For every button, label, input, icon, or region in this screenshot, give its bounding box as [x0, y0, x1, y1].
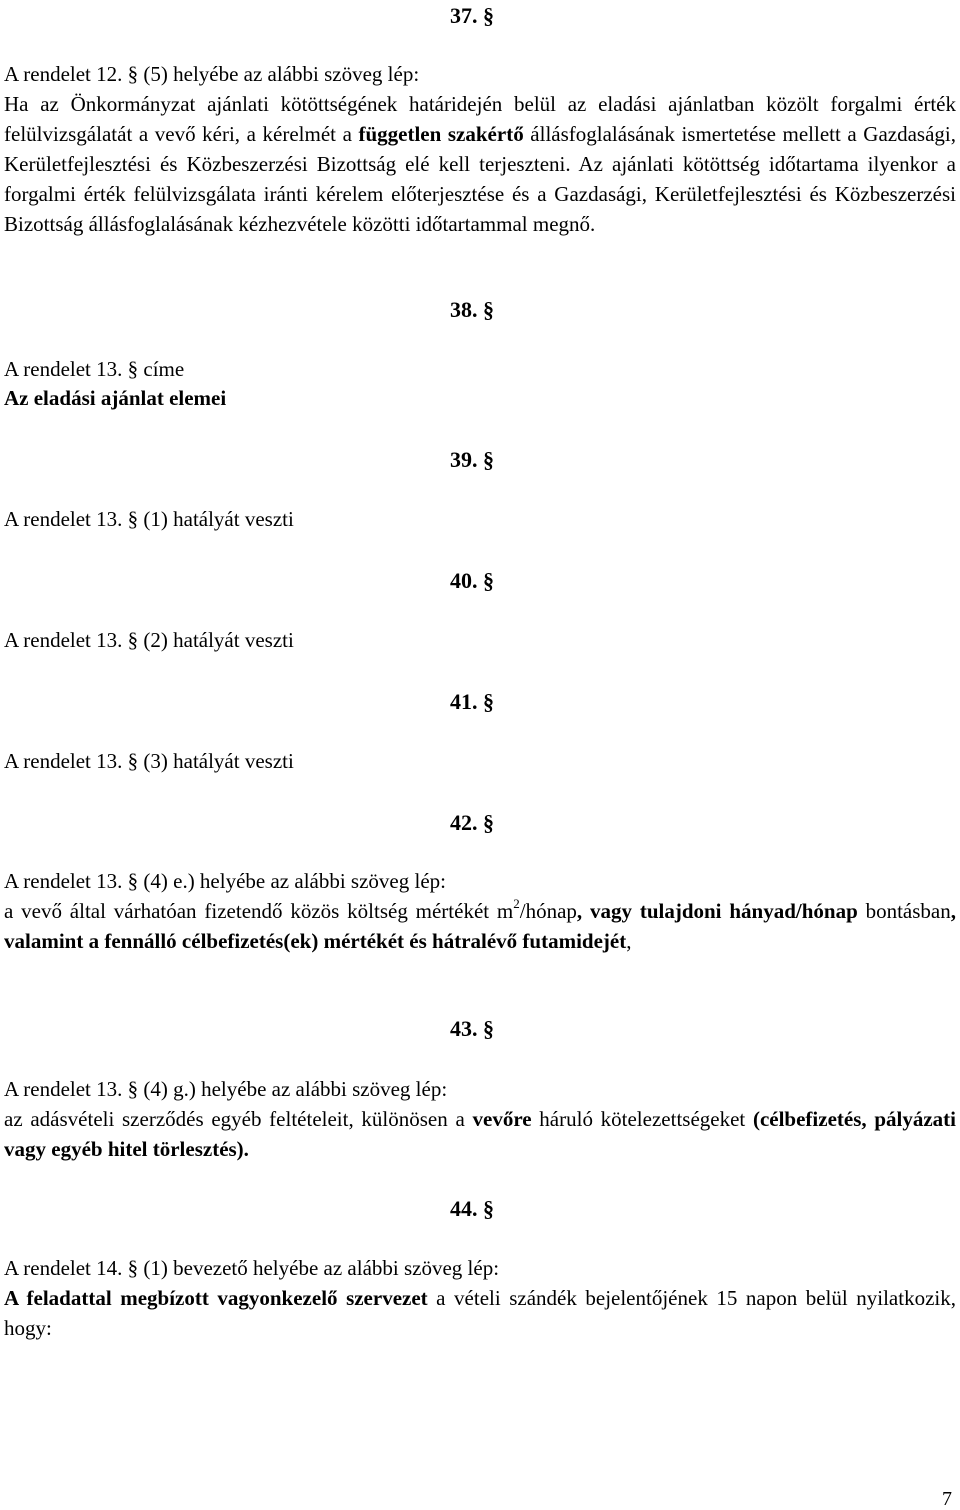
- section-43-text-part1: az adásvételi szerződés egyéb feltételeit, különösen a: [4, 1107, 473, 1131]
- section-42-heading: 42. §: [450, 810, 494, 835]
- section-43-text-part3: háruló kötelezettségeket: [531, 1107, 753, 1131]
- section-43-text: [4, 1104, 956, 1164]
- section-37-text-bold: független szakértő: [358, 122, 524, 146]
- page-number: 7: [942, 1488, 952, 1510]
- section-44-text-part2: a vételi szándék bejelentőjének 15 napon belül nyilatkozik, hogy:: [4, 1286, 956, 1340]
- section-37-intro: A rendelet 12. § (5) helyébe az alábbi szöveg lép:: [4, 62, 420, 86]
- section-44-text-bold: A feladattal megbízott vagyonkezelő szervezet: [4, 1286, 428, 1310]
- section-39-intro: A rendelet 13. § (1) hatályát veszti: [4, 507, 294, 531]
- section-42-superscript: 2: [513, 896, 520, 911]
- section-42-text-part4: bontásban: [857, 899, 951, 923]
- section-39-heading: 39. §: [450, 447, 494, 472]
- section-42-text-bold1: , vagy tulajdoni hányad/hónap: [576, 899, 858, 923]
- section-37-heading: 37. §: [450, 3, 494, 28]
- section-42-text: [4, 896, 956, 956]
- section-38-heading: 38. §: [450, 297, 494, 322]
- section-42-text-bold2: , valamint a fennálló célbefizetés(ek) mértékét és hátralévő futamidejét: [4, 899, 956, 953]
- section-43-text-bold1: vevőre: [472, 1107, 532, 1131]
- section-38-title: Az eladási ajánlat elemei: [4, 386, 227, 410]
- section-44-text: [4, 1283, 956, 1343]
- section-41-heading: 41. §: [450, 689, 494, 714]
- section-44-intro: A rendelet 14. § (1) bevezető helyébe az alábbi szöveg lép:: [4, 1256, 500, 1280]
- section-42-intro: A rendelet 13. § (4) e.) helyébe az alábbi szöveg lép:: [4, 869, 446, 893]
- section-38-intro: A rendelet 13. § címe: [4, 357, 185, 381]
- section-44-heading: 44. §: [450, 1196, 494, 1221]
- section-37-text: [4, 89, 956, 239]
- section-42-text-part1: a vevő által várhatóan fizetendő közös költség mértékét m: [4, 899, 514, 923]
- section-43-text-bold2: (célbefizetés, pályázati vagy egyéb hitel törlesztés).: [4, 1107, 956, 1161]
- section-37-text-part3: állásfoglalásának ismertetése mellett a Gazdasági, Kerületfejlesztési és Közbeszerzési Bizottság elé kell terjeszteni. Az ajánlati kötöttség időtartama ilyenkor a forgalmi érték felülvizsgálata iránti kérelem előterjesztése és a Gazdasági, Kerületfejlesztési és Közbeszerzési Bizottság állásfoglalásának kézhezvétele közötti időtartammal megnő.: [4, 122, 956, 236]
- section-42-text-part2: /hónap: [519, 899, 577, 923]
- section-41-intro: A rendelet 13. § (3) hatályát veszti: [4, 749, 294, 773]
- section-40-intro: A rendelet 13. § (2) hatályát veszti: [4, 628, 294, 652]
- section-43-heading: 43. §: [450, 1016, 494, 1041]
- section-40-heading: 40. §: [450, 568, 494, 593]
- section-42-text-part6: ,: [626, 929, 632, 953]
- section-43-intro: A rendelet 13. § (4) g.) helyébe az alábbi szöveg lép:: [4, 1077, 448, 1101]
- section-37-text-part1: Ha az Önkormányzat ajánlati kötöttségének határidején belül az eladási ajánlatban közölt forgalmi érték felülvizsgálatát a vevő kéri, a kérelmét a: [4, 92, 956, 146]
